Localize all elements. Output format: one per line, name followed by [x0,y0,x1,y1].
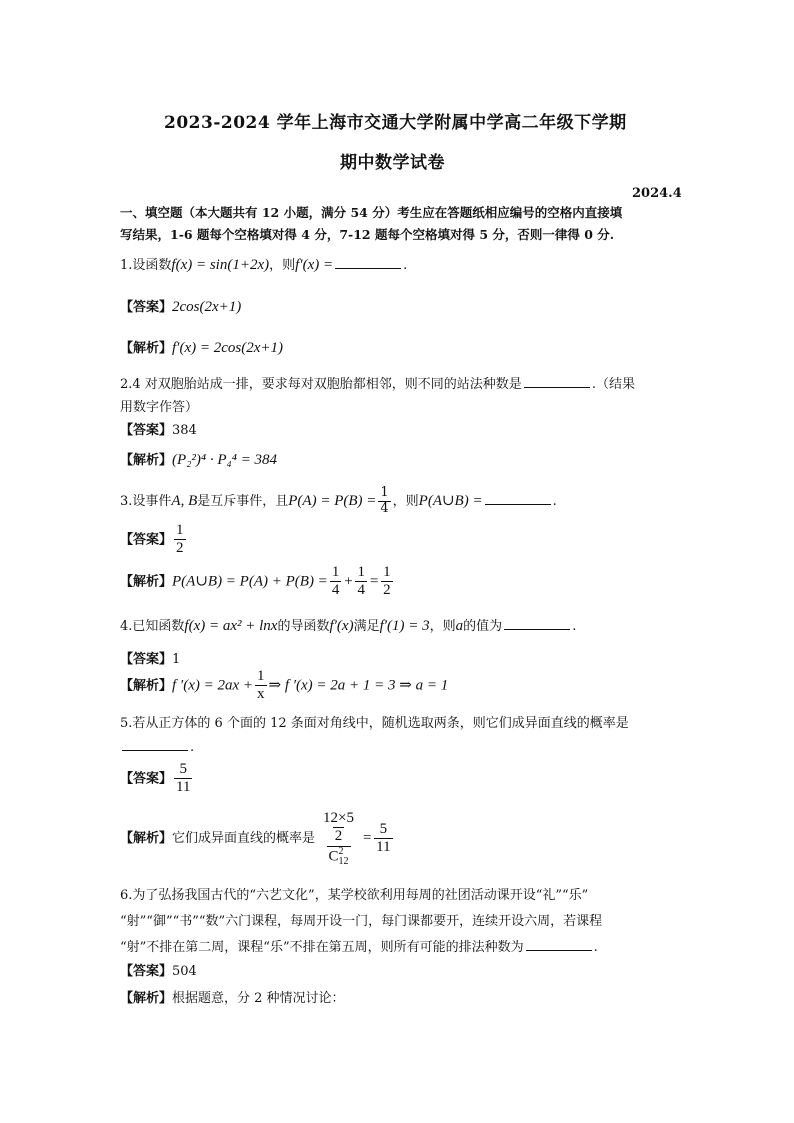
q3-analysis-frac1 [330,564,342,600]
question-1 [120,254,407,274]
exam-title-line2: 期中数学试卷 [340,153,445,173]
q4-cond: f′(1) = 3 [379,618,430,634]
q5-answer-row [120,761,194,797]
q3-mid2: ，则 [392,493,419,509]
q4-end-text: 的值为 [463,619,503,634]
exam-title-line1: 2023-2024 学年上海市交通大学附属中学高二年级下学期 [164,113,627,133]
q3-analysis-frac2-den: 4 [357,582,365,599]
q1-analysis: f′(x) = 2cos(2x+1) [172,340,283,356]
section-intro-line2: 写结果，1-6 题每个空格填对得 4 分，7-12 题每个空格填对得 5 分，否则一律得 0 分. [120,227,615,242]
q3-answer-num: 1 [176,522,184,538]
q3-analysis-frac2-num: 1 [357,564,365,580]
q2-answer: 384 [172,423,197,438]
q4-mid: 的导函数 [277,619,330,634]
q5-analysis-complex-fraction [317,810,360,867]
q3-analysis-frac3-den: 2 [383,582,391,599]
q6-line2: “射”“御”“书”“数”六门课程，每周开设一门，每门课都要开，连续开设六周，若课程 [120,914,603,929]
q4-analysis-b: ⇒ f ′(x) = 2a + 1 = 3 ⇒ a = 1 [268,677,449,694]
q4-expr: f(x) = ax² + lnx [184,618,278,634]
q3-analysis-frac2 [355,564,367,600]
q5-analysis-inner-den: 2 [334,828,343,845]
q4-prefix: 4.已知函数 [120,619,185,634]
section-intro-line1: 一、填空题（本大题共有 12 小题，满分 54 分）考生应在答题纸相应编号的空格内直接填 [120,205,623,220]
q4-mid3: ，则 [429,619,456,634]
q3-frac-num: 1 [380,485,389,500]
q1-mid: ，则 [269,258,296,273]
q3-analysis-frac1-num: 1 [331,564,340,580]
q1-expr: f(x) = sin(1+2x) [171,257,270,273]
q4-analysis-label: 【解析】 [120,678,173,694]
q2-line1: 2.4 对双胞胎站成一排，要求每对双胞胎都相邻，则不同的站法种数是 [120,377,522,392]
q6-analysis-row [120,987,345,1006]
question-3 [120,486,557,517]
q3-frac-den: 4 [380,500,389,516]
q5-analysis-res-den: 11 [376,838,391,855]
q2-answer-blank[interactable] [524,375,590,388]
q1-end: . [403,258,408,273]
q5-analysis-complex-bottom [327,846,351,867]
q5-analysis-inner-fraction [321,810,356,846]
q2-analysis-row [120,449,277,469]
q2-analysis-label: 【解析】 [120,453,173,468]
q1-ask: f′(x) = [295,257,334,273]
q5-analysis-result-fraction [374,821,392,857]
q5-analysis-c: C [328,847,339,864]
q3-prefix: 3.设事件 [120,493,172,509]
q5-analysis-eq: = [362,829,373,846]
q2-answer-label: 【答案】 [120,423,173,438]
q2-line2: 用数字作答） [120,400,199,415]
q2-answer-row [120,419,197,438]
q5-answer-fraction [174,761,192,797]
question-4 [120,615,576,635]
q2-line1-end: .（结果 [591,377,635,392]
q5-analysis-c-sub: 12 [338,855,349,867]
q6-line3 [120,936,598,955]
q2-analysis: (P₂²)⁴ · P₄⁴ = 384 [172,452,278,468]
q6-answer-blank[interactable] [526,938,592,951]
q4-analysis-a: f ′(x) = 2ax + [172,677,254,694]
q3-analysis-label: 【解析】 [120,574,173,590]
q5-analysis-res-num: 5 [379,820,388,837]
q5-analysis-inner-num: 12×5 [323,810,354,826]
q4-answer-label: 【答案】 [120,652,173,667]
q4-analysis-frac-num: 1 [257,668,265,684]
q3-analysis-row [120,564,395,600]
q5-answer-blank[interactable] [122,738,188,751]
q3-expr: P(A) = P(B) = [288,492,377,509]
q4-var: a [455,618,464,634]
q1-answer: 2cos(2x+1) [172,299,242,315]
q4-answer-row [120,648,180,667]
q6-analysis: 根据题意，分 2 种情况讨论： [172,991,345,1006]
q4-answer-blank[interactable] [504,617,570,630]
q3-end: . [552,493,557,509]
q1-analysis-row [120,337,283,357]
q4-analysis-row [120,668,448,704]
q5-analysis-label: 【解析】 [120,830,173,846]
q3-answer-label: 【答案】 [120,532,173,548]
q6-answer-row [120,960,197,979]
q6-line3-text: “射”不排在第二周，课程“乐”不排在第五周，则所有可能的排法种数为 [120,940,524,955]
q1-answer-label: 【答案】 [120,300,173,315]
q1-answer-blank[interactable] [335,256,401,269]
q5-end: . [190,740,195,755]
q3-analysis-frac1-den: 4 [331,582,340,599]
q6-end: . [593,940,598,955]
q4-analysis-frac-den: x [257,686,265,703]
q4-deriv: f′(x) [329,618,354,634]
q1-prefix: 1.设函数 [120,258,172,273]
q3-fraction [378,486,390,517]
exam-date: 2024.4 [632,186,682,201]
q3-analysis-frac3-num: 1 [383,564,391,580]
q3-answer-den: 2 [176,540,184,557]
q5-analysis-row [120,810,395,867]
q4-end: . [572,619,577,634]
q3-mid: 是互斥事件，且 [197,493,289,509]
q3-answer-blank[interactable] [485,492,551,505]
q4-analysis-fraction [255,668,267,704]
q1-answer-row [120,296,241,316]
q3-answer-row [120,522,188,558]
q3-analysis-frac3 [381,564,393,600]
q5-analysis-c-sup: 2 [338,845,344,857]
q3-analysis-plus: + [343,573,354,590]
q3-answer-fraction [174,522,186,558]
q3-events: A, B [171,492,198,509]
q6-answer-label: 【答案】 [120,964,173,979]
q5-analysis-text: 它们成异面直线的概率是 [172,830,316,846]
q5-answer-label: 【答案】 [120,771,173,787]
q5-line2 [120,738,194,755]
question-2 [120,373,635,392]
q6-analysis-label: 【解析】 [120,991,173,1006]
q3-ask: P(A∪B) = [418,492,483,509]
question-5: 5.若从正方体的 6 个面的 12 条面对角线中，随机选取两条，则它们成异面直线的概率是 [120,716,629,731]
q5-answer-num: 5 [179,761,187,777]
q5-analysis-complex-top [317,810,360,846]
q4-answer: 1 [172,652,181,667]
q5-answer-den: 11 [176,779,191,796]
q3-analysis-eq: = [368,573,380,590]
q3-analysis-left: P(A∪B) = P(A) + P(B) = [172,573,328,590]
q1-analysis-label: 【解析】 [120,341,173,356]
q6-answer: 504 [172,964,197,979]
question-6: 6.为了弘扬我国古代的“六艺文化”，某学校欲利用每周的社团活动课开设“礼”“乐” [120,888,589,903]
q4-mid2: 满足 [353,619,380,634]
